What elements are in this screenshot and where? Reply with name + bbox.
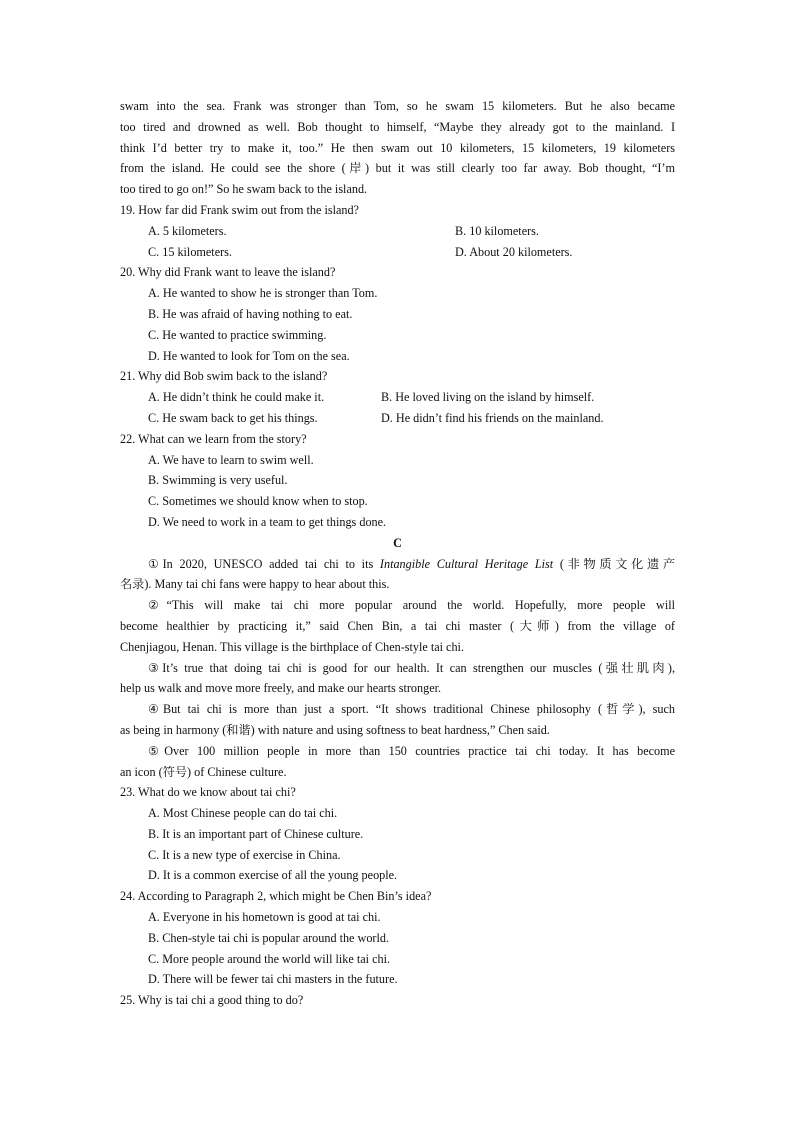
option-c[interactable]: C. More people around the world will like tai chi. (148, 951, 391, 966)
question-stem: 20. Why did Frank want to leave the island? (120, 265, 336, 280)
option-d[interactable]: D. There will be fewer tai chi masters in the future. (148, 972, 398, 987)
text-run: (非物质文化遗产 (553, 556, 676, 571)
options-row (148, 242, 675, 263)
question-stem: 19. How far did Frank swim out from the island? (120, 202, 359, 217)
passage-line: too tired to go on!” So he swam back to the island. (120, 182, 368, 197)
paragraph-line: 名录). Many tai chi fans were happy to hear about this. (120, 577, 390, 592)
options-row (148, 387, 675, 408)
option-b[interactable]: B. 10 kilometers. (455, 223, 539, 238)
passage-b-ending (120, 96, 675, 200)
question-stem: 21. Why did Bob swim back to the island? (120, 369, 328, 384)
option-b[interactable]: B. It is an important part of Chinese culture. (148, 826, 364, 841)
paragraph-line: ③It’s true that doing tai chi is good for our health. It can strengthen our muscles (强壮肌肉), (148, 660, 675, 675)
options-row (148, 408, 675, 429)
option-d[interactable]: D. He wanted to look for Tom on the sea. (148, 348, 350, 363)
option-c[interactable]: C. Sometimes we should know when to stop. (148, 494, 368, 509)
question-23 (120, 782, 675, 886)
passage-line: too tired and drowned as well. Bob thought to himself, “Maybe they already got to the mainland. I (120, 119, 675, 134)
paragraph-line: ④But tai chi is more than just a sport. “It shows traditional Chinese philosophy (哲学), such (148, 702, 675, 717)
question-20 (120, 262, 675, 366)
option-d[interactable]: D. About 20 kilometers. (455, 244, 573, 259)
paragraph-3 (120, 658, 675, 700)
option-a[interactable]: A. We have to learn to swim well. (148, 452, 314, 467)
option-a[interactable]: A. 5 kilometers. (148, 223, 227, 238)
paragraph-line: as being in harmony (和谐) with nature and using softness to beat hardness,” Chen said. (120, 722, 550, 737)
paragraph-line: ⑤Over 100 million people in more than 150 countries practice tai chi today. It has become (148, 743, 675, 758)
option-d[interactable]: D. We need to work in a team to get things done. (148, 514, 387, 529)
passage-line: think I’d better try to make it, too.” He then swam out 10 kilometers, 15 kilometers, 19 kilometers (120, 140, 675, 155)
options-row (148, 221, 675, 242)
question-stem: 23. What do we know about tai chi? (120, 785, 296, 800)
section-heading: C (393, 535, 402, 550)
option-b[interactable]: B. He loved living on the island by himself. (381, 390, 595, 405)
paragraph-4 (120, 699, 675, 741)
option-c[interactable]: C. He wanted to practice swimming. (148, 327, 327, 342)
passage-line: from the island. He could see the shore (岸) but it was still clearly too far away. Bob thought, “I’m (120, 161, 675, 176)
paragraph-line: an icon (符号) of Chinese culture. (120, 764, 287, 779)
question-25 (120, 990, 675, 1011)
paragraph-line (120, 554, 675, 575)
option-b[interactable]: B. Chen-style tai chi is popular around the world. (148, 930, 389, 945)
passage-line: swam into the sea. Frank was stronger than Tom, so he swam 15 kilometers. But he also became (120, 99, 675, 113)
option-c[interactable]: C. It is a new type of exercise in China. (148, 847, 341, 862)
paragraph-1 (120, 554, 675, 596)
option-c[interactable]: C. He swam back to get his things. (148, 410, 318, 425)
text-run: ①In 2020, UNESCO added tai chi to its (148, 556, 380, 571)
option-a[interactable]: A. Everyone in his hometown is good at tai chi. (148, 910, 381, 925)
option-a[interactable]: A. He wanted to show he is stronger than Tom. (148, 286, 378, 301)
paragraph-line: become healthier by practicing it,” said Chen Bin, a tai chi master (大师) from the village of (120, 618, 675, 633)
paragraph-5 (120, 741, 675, 783)
question-24 (120, 886, 675, 990)
paragraph-2 (120, 595, 675, 657)
option-a[interactable]: A. He didn’t think he could make it. (148, 390, 325, 405)
question-stem: 24. According to Paragraph 2, which might be Chen Bin’s idea? (120, 889, 432, 904)
option-b[interactable]: B. He was afraid of having nothing to eat. (148, 306, 353, 321)
question-21 (120, 366, 675, 428)
paragraph-line: Chenjiagou, Henan. This village is the birthplace of Chen-style tai chi. (120, 639, 464, 654)
option-c[interactable]: C. 15 kilometers. (148, 244, 232, 259)
question-22 (120, 429, 675, 533)
question-stem: 25. Why is tai chi a good thing to do? (120, 993, 304, 1008)
option-a[interactable]: A. Most Chinese people can do tai chi. (148, 806, 338, 821)
option-d[interactable]: D. It is a common exercise of all the young people. (148, 868, 398, 883)
list-title: Intangible Cultural Heritage List (379, 556, 554, 571)
option-d[interactable]: D. He didn’t find his friends on the mainland. (381, 410, 604, 425)
question-stem: 22. What can we learn from the story? (120, 431, 307, 446)
paragraph-line: ②“This will make tai chi more popular around the world. Hopefully, more people will (148, 598, 675, 613)
document-page (120, 96, 675, 1011)
paragraph-line: help us walk and move more freely, and make our hearts stronger. (120, 681, 442, 696)
question-19 (120, 200, 675, 262)
option-b[interactable]: B. Swimming is very useful. (148, 473, 288, 488)
